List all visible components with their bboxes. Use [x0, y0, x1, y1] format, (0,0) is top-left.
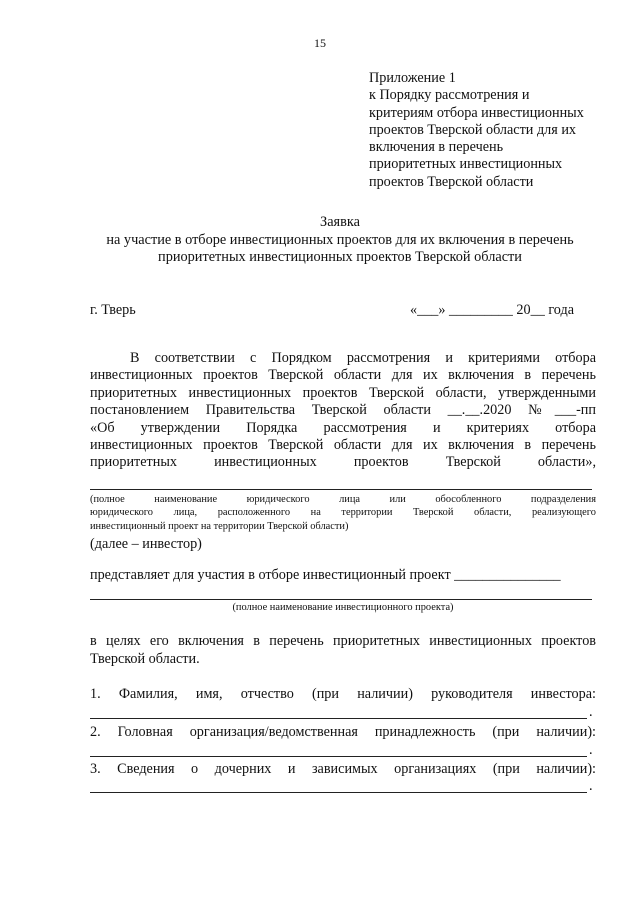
item-parent-organization [90, 724, 596, 741]
investor-name-line [90, 489, 592, 490]
page-number: 15 [314, 36, 326, 50]
item-text: 3. Сведения о дочерних и зависимых организациях (при наличии): [90, 761, 596, 777]
title-line: на участие в отборе инвестиционных проектов для их включения в перечень [106, 231, 574, 248]
investor-label: (далее – инвестор) [90, 536, 202, 552]
appendix-line: критериям отбора инвестиционных [369, 104, 584, 121]
appendix-line: к Порядку рассмотрения и [369, 87, 530, 104]
investor-name-caption [90, 493, 596, 533]
note-line: юридического лица, расположенного на территории Тверской области, реализующего [90, 507, 596, 519]
item-text: 2. Головная организация/ведомственная принадлежность (при наличии): [90, 724, 596, 740]
appendix-header [369, 70, 619, 191]
intro-line: инвестиционных проектов Тверской области для их включения в перечень [90, 437, 596, 454]
item-3-period: . [589, 778, 593, 794]
intro-line: приоритетных инвестиционных проектов Тверской области, утвержденными [90, 384, 596, 401]
intro-paragraph [90, 350, 596, 472]
appendix-line: Приложение 1 [369, 70, 456, 86]
note-line: (полное наименование юридического лица или обособленного подразделения [90, 494, 596, 505]
item-1-answer-line [90, 718, 587, 719]
item-subsidiaries [90, 761, 596, 778]
appendix-line: проектов Тверской области [369, 173, 534, 190]
intro-line: инвестиционных проектов Тверской области для их включения в перечень [90, 367, 596, 384]
item-head-name [90, 686, 596, 703]
appendix-line: проектов Тверской области для их [369, 121, 577, 138]
project-name-caption: (полное наименование инвестиционного проекта) [232, 602, 454, 613]
intro-line: В соответствии с Порядком рассмотрения и критериями отбора [130, 350, 596, 366]
project-name-line [90, 599, 592, 600]
purpose-line: Тверской области. [90, 651, 200, 667]
presents-text: представляет для участия в отборе инвестиционный проект _______________ [90, 567, 561, 583]
date-field: «___» _________ 20__ года [410, 302, 574, 318]
item-3-answer-line [90, 792, 587, 793]
appendix-line: приоритетных инвестиционных [369, 156, 563, 173]
appendix-line: включения в перечень [369, 139, 504, 156]
item-2-period: . [589, 742, 593, 758]
purpose-line: в целях его включения в перечень приоритетных инвестиционных проектов [90, 633, 596, 649]
title-line: Заявка [320, 214, 360, 230]
intro-line: приоритетных инвестиционных проектов Тверской области», [90, 454, 596, 471]
note-line: инвестиционный проект на территории Тверской области) [90, 520, 349, 532]
item-1-period: . [589, 704, 593, 720]
intro-line: «Об утверждении Порядка рассмотрения и критериях отбора [90, 419, 596, 436]
intro-line: постановлением Правительства Тверской области __.__.2020 №___-пп [90, 402, 596, 419]
city-label: г. Тверь [90, 302, 136, 318]
purpose-paragraph [90, 632, 596, 668]
item-2-answer-line [90, 756, 587, 757]
document-title [60, 214, 620, 267]
title-line: приоритетных инвестиционных проектов Тверской области [158, 249, 522, 265]
item-text: 1. Фамилия, имя, отчество (при наличии) руководителя инвестора: [90, 686, 596, 702]
